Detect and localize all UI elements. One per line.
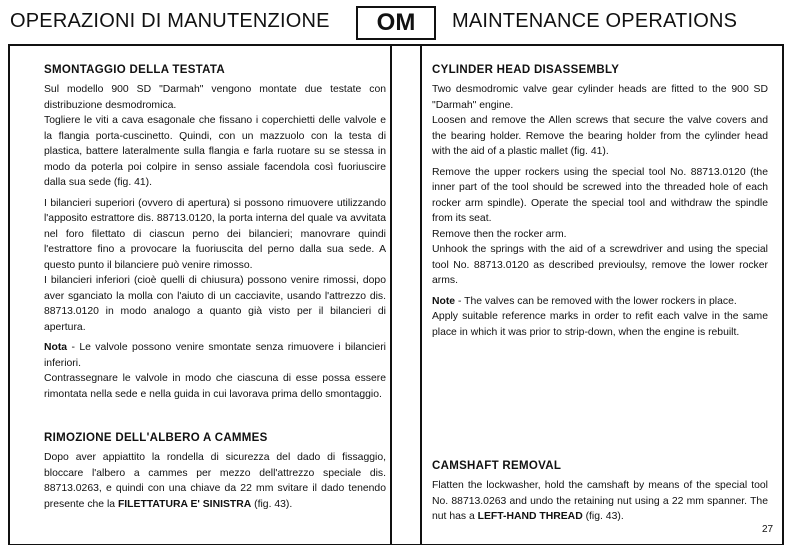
header-title-italian: OPERAZIONI DI MANUTENZIONE <box>10 10 330 32</box>
paragraph <box>44 450 386 512</box>
paragraph: Apply suitable reference marks in order to refit each valve in the same place in which it was prior to strip-down, when the engine is rebuilt. <box>432 311 768 338</box>
note-text: - The valves can be removed with the lower rockers in place. <box>455 295 737 307</box>
paragraph: Remove the upper rockers using the special tool No. 88713.0120 (the inner part of the tool should be screwed into the threaded hole of each rocker arm spindle). Operate the special tool and withdraw the spindle from its seat. <box>432 166 768 224</box>
section-rimozione-albero <box>44 432 386 512</box>
paragraph: Remove then the rocker arm. <box>432 228 567 240</box>
text-run: Flatten the lockwasher, hold the camshaft by means of the special tool No. 88713.0263 and undo the retaining nut using a 22 mm spanner. The nut has a <box>432 480 768 522</box>
note-paragraph <box>432 294 768 310</box>
text-run: Dopo aver appiattito la rondella di sicurezza del dado di fissaggio, bloccare l'albero a cammes per mezzo dell'attrezzo speciale dis. 88713.0263, e quindi con una chiave da 22 mm svitare il dado tenendo presente che la <box>44 452 386 510</box>
section-heading: RIMOZIONE DELL'ALBERO A CAMMES <box>44 432 268 444</box>
note-label: Nota <box>44 342 68 353</box>
note-label: Note <box>432 295 456 307</box>
page-header <box>0 0 792 44</box>
paragraph: Sul modello 900 SD "Darmah" vengono montate due testate con distribuzione desmodromica. <box>44 84 386 111</box>
section-heading: CYLINDER HEAD DISASSEMBLY <box>432 64 620 76</box>
bold-text: FILETTATURA E' SINISTRA <box>117 498 252 510</box>
text-run: (fig. 43). <box>251 498 293 510</box>
page-number: 27 <box>762 524 774 535</box>
section-cylinder-head-disassembly <box>432 64 768 340</box>
section-heading: SMONTAGGIO DELLA TESTATA <box>44 64 225 76</box>
paragraph: Unhook the springs with the aid of a screwdriver and using the special tool No. 88713.0120 as described previoulsy, remove the lower rocker arms. <box>432 244 768 286</box>
paragraph: Contrassegnare le valvole in modo che ciascuna di esse possa essere rimontata nella sede e nella guida in cui lavorava prima dello smontaggio. <box>44 373 386 400</box>
paragraph: Togliere le viti a cava esagonale che fissano i coperchietti delle valvole e la flangia porta-cuscinetto. Quindi, con un mazzuolo con la testa di plastica, battere lateralmente sulla flangia e farla ruotare su se stessa in modo da poterla poi colpire in senso assiale facendola così fuoriuscire dalla sua sede (fig. 41). <box>44 115 386 188</box>
section-smontaggio-testata <box>44 64 386 402</box>
italian-column <box>8 44 392 544</box>
section-camshaft-removal <box>432 460 768 525</box>
paragraph: I bilancieri superiori (ovvero di apertura) si possono rimuovere utilizzando l'apposito estrattore dis. 88713.0120, la porta interna del quale va avvitata nel foro filettato di ciascun perno dei bilancieri; manovrare quindi l'estrattore fino a provocare la fuoriuscita del perno dalla sua sede. A questo punto il bilanciere può venire rimosso. <box>44 197 386 271</box>
english-column <box>420 44 784 544</box>
text-run: (fig. 43). <box>582 511 624 522</box>
header-title-english: MAINTENANCE OPERATIONS <box>452 10 738 32</box>
paragraph: Two desmodromic valve gear cylinder heads are fitted to the 900 SD "Darmah" engine. <box>432 84 768 111</box>
paragraph <box>432 478 768 525</box>
paragraph: Loosen and remove the Allen screws that secure the valve covers and the bearing holder. Remove the bearing holder from the cylinder head with the aid of a plastic mallet (fig. 41). <box>432 115 768 157</box>
section-code-box: OM <box>356 6 436 40</box>
paragraph: I bilancieri inferiori (cioè quelli di chiusura) possono venire rimossi, dopo aver sganciato la molla con l'aiuto di un cacciavite, usando l'attrezzo dis. 88713.0120 in modo analogo a quanto già visto per il bilancieri di apertura. <box>44 275 386 333</box>
bold-text: LEFT-HAND THREAD <box>477 511 583 522</box>
note-paragraph <box>44 340 386 371</box>
note-text: - Le valvole possono venire smontate senza rimuovere i bilancieri inferiori. <box>44 342 386 369</box>
section-heading: CAMSHAFT REMOVAL <box>432 460 562 472</box>
footer-rule <box>8 544 784 545</box>
